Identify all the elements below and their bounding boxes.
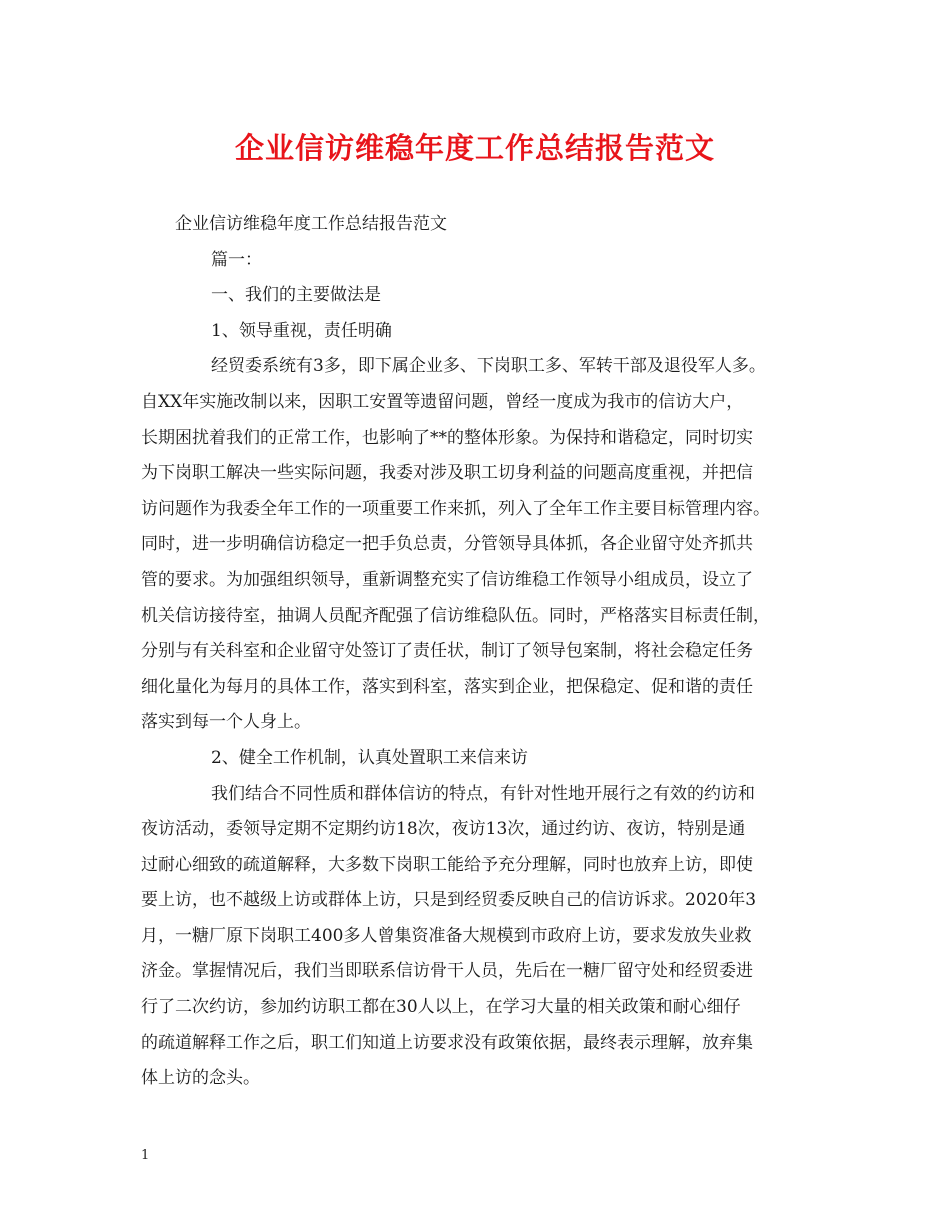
body-line: 同时，进一步明确信访稳定一把手负总责，分管领导具体抓，各企业留守处齐抓共 xyxy=(141,534,753,555)
body-line: 细化量化为每月的具体工作，落实到科室，落实到企业，把保稳定、促和谐的责任 xyxy=(141,676,753,697)
document-title: 企业信访维稳年度工作总结报告范文 xyxy=(234,131,715,165)
document-body xyxy=(141,207,823,1097)
body-line: 为下岗职工解决一些实际问题，我委对涉及职工切身利益的问题高度重视，并把信 xyxy=(141,463,753,484)
body-line: 夜访活动，委领导定期不定期约访18次，夜访13次，通过约访、夜访，特别是通 xyxy=(141,819,746,840)
body-line: 体上访的念头。 xyxy=(141,1068,260,1089)
body-line: 要上访，也不越级上访或群体上访，只是到经贸委反映自己的信访诉求。2020年3 xyxy=(141,890,757,911)
body-line: 济金。掌握情况后，我们当即联系信访骨干人员，先后在一糖厂留守处和经贸委进 xyxy=(141,961,753,982)
body-line: 1、领导重视，责任明确 xyxy=(211,320,392,341)
body-line: 落实到每一个人身上。 xyxy=(141,712,311,733)
body-line: 自XX年实施改制以来，因职工安置等遗留问题，曾经一度成为我市的信访大户， xyxy=(141,391,744,412)
body-line: 过耐心细致的疏道解释，大多数下岗职工能给予充分理解，同时也放弃上访，即使 xyxy=(141,854,753,875)
body-line: 的疏道解释工作之后，职工们知道上访要求没有政策依据，最终表示理解，放弃集 xyxy=(141,1032,753,1053)
body-line: 2、健全工作机制，认真处置职工来信来访 xyxy=(211,747,528,768)
body-line: 我们结合不同性质和群体信访的特点，有针对性地开展行之有效的约访和 xyxy=(211,783,755,804)
body-line: 行了二次约访，参加约访职工都在30人以上，在学习大量的相关政策和耐心细仔 xyxy=(141,997,741,1018)
body-line: 管的要求。为加强组织领导，重新调整充实了信访维稳工作领导小组成员，设立了 xyxy=(141,569,753,590)
body-line: 访问题作为我委全年工作的一项重要工作来抓，列入了全年工作主要目标管理内容。 xyxy=(141,498,770,519)
body-line: 机关信访接待室，抽调人员配齐配强了信访维稳队伍。同时，严格落实目标责任制， xyxy=(141,605,770,626)
body-line: 月，一糖厂原下岗职工400多人曾集资准备大规模到市政府上访，要求发放失业救 xyxy=(141,925,752,946)
body-line: 长期困扰着我们的正常工作，也影响了**的整体形象。为保持和谐稳定，同时切实 xyxy=(141,427,753,448)
body-line: 企业信访维稳年度工作总结报告范文 xyxy=(175,214,447,234)
body-line: 分别与有关科室和企业留守处签订了责任状，制订了领导包案制，将社会稳定任务 xyxy=(141,641,753,662)
page-number: 1 xyxy=(141,1148,150,1163)
body-line: 经贸委系统有3多，即下属企业多、下岗职工多、军转干部及退役军人多。 xyxy=(211,356,766,377)
body-line: 篇一： xyxy=(211,249,262,270)
body-line: 一、我们的主要做法是 xyxy=(211,285,381,306)
